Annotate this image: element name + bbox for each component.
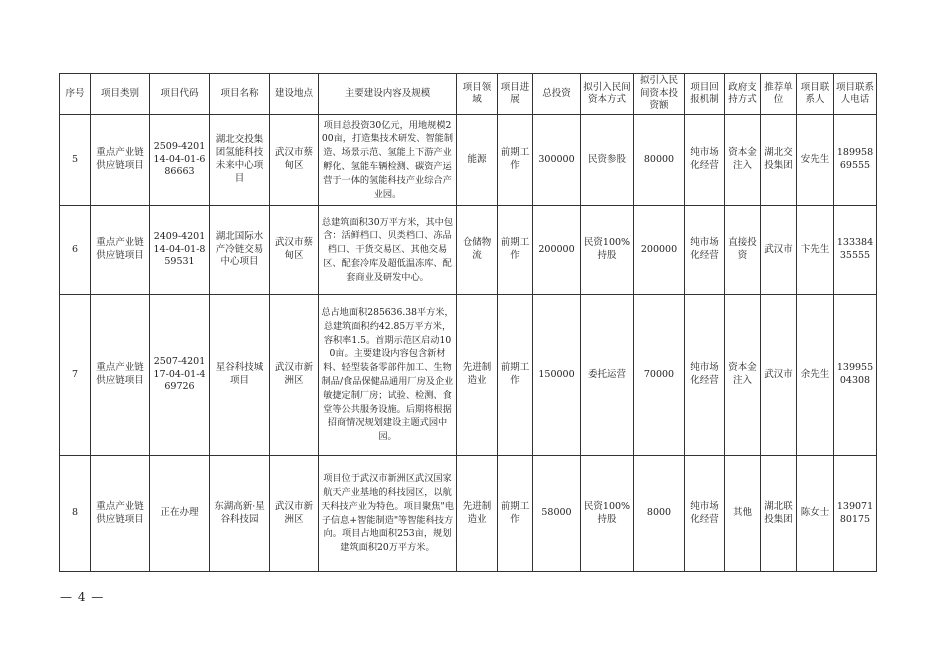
cell-contact: 卞先生 bbox=[797, 206, 834, 295]
header-name: 项目名称 bbox=[210, 74, 270, 115]
cell-no: 8 bbox=[60, 456, 91, 572]
cell-name: 湖北交投集团氢能科技未来中心项目 bbox=[210, 115, 270, 206]
header-return: 项目回报机制 bbox=[685, 74, 725, 115]
table-row bbox=[60, 456, 877, 572]
cell-progress: 前期工作 bbox=[498, 115, 533, 206]
header-location: 建设地点 bbox=[270, 74, 319, 115]
cell-name: 湖北国际水产冷链交易中心项目 bbox=[210, 206, 270, 295]
project-table bbox=[59, 73, 877, 572]
cell-contact: 安先生 bbox=[797, 115, 834, 206]
cell-phone: 13338435555 bbox=[834, 206, 877, 295]
header-total: 总投资 bbox=[533, 74, 581, 115]
header-category: 项目类别 bbox=[91, 74, 150, 115]
cell-recommender: 武汉市 bbox=[761, 206, 797, 295]
cell-code: 2507-420117-04-01-469726 bbox=[150, 295, 210, 456]
cell-category: 重点产业链供应链项目 bbox=[91, 206, 150, 295]
cell-progress: 前期工作 bbox=[498, 456, 533, 572]
table-row bbox=[60, 295, 877, 456]
cell-location: 武汉市新洲区 bbox=[270, 295, 319, 456]
header-private-amount: 拟引入民间资本投资额 bbox=[634, 74, 685, 115]
table-row bbox=[60, 206, 877, 295]
header-code: 项目代码 bbox=[150, 74, 210, 115]
cell-scale: 项目总投资30亿元，用地规模200亩，打造集技术研发、智能制造、场景示范、氢能上下游产业孵化、氢能车辆检测、碳资产运营于一体的氢能科技产业综合产业园。 bbox=[319, 115, 457, 206]
cell-private-amount: 8000 bbox=[634, 456, 685, 572]
cell-category: 重点产业链供应链项目 bbox=[91, 115, 150, 206]
cell-total: 58000 bbox=[533, 456, 581, 572]
header-scale: 主要建设内容及规模 bbox=[319, 74, 457, 115]
cell-scale: 总占地面积285636.38平方米，总建筑面积约42.85万平方米，容积率1.5。首期示范区启动100亩。主要建设内容包含新材料、轻型装备零部件加工、生物制品/食品保健品通用厂房及企业敏捷定制厂房；试验、检测、食堂等公共服务设施。后期将根据招商情况规划建设主题式园中园。 bbox=[319, 295, 457, 456]
header-recommender: 推荐单位 bbox=[761, 74, 797, 115]
header-gov-support: 政府支持方式 bbox=[725, 74, 761, 115]
cell-code: 2509-420114-04-01-686663 bbox=[150, 115, 210, 206]
cell-progress: 前期工作 bbox=[498, 206, 533, 295]
cell-recommender: 武汉市 bbox=[761, 295, 797, 456]
cell-field: 能源 bbox=[457, 115, 498, 206]
cell-field: 先进制造业 bbox=[457, 456, 498, 572]
cell-no: 5 bbox=[60, 115, 91, 206]
cell-return: 纯市场化经营 bbox=[685, 206, 725, 295]
header-phone: 项目联系人电话 bbox=[834, 74, 877, 115]
cell-code: 正在办理 bbox=[150, 456, 210, 572]
cell-category: 重点产业链供应链项目 bbox=[91, 456, 150, 572]
header-contact: 项目联系人 bbox=[797, 74, 834, 115]
cell-phone: 18995869555 bbox=[834, 115, 877, 206]
cell-private-mode: 民资参股 bbox=[581, 115, 634, 206]
cell-gov-support: 资本金注入 bbox=[725, 115, 761, 206]
cell-private-amount: 200000 bbox=[634, 206, 685, 295]
header-no: 序号 bbox=[60, 74, 91, 115]
cell-private-mode: 民资100%持股 bbox=[581, 456, 634, 572]
cell-location: 武汉市蔡甸区 bbox=[270, 115, 319, 206]
cell-location: 武汉市新洲区 bbox=[270, 456, 319, 572]
cell-private-mode: 委托运营 bbox=[581, 295, 634, 456]
cell-total: 300000 bbox=[533, 115, 581, 206]
header-progress: 项目进展 bbox=[498, 74, 533, 115]
cell-progress: 前期工作 bbox=[498, 295, 533, 456]
cell-gov-support: 其他 bbox=[725, 456, 761, 572]
cell-phone: 13907180175 bbox=[834, 456, 877, 572]
table-row bbox=[60, 115, 877, 206]
cell-code: 2409-420114-04-01-859531 bbox=[150, 206, 210, 295]
cell-location: 武汉市蔡甸区 bbox=[270, 206, 319, 295]
cell-contact: 陈女士 bbox=[797, 456, 834, 572]
cell-total: 200000 bbox=[533, 206, 581, 295]
cell-contact: 余先生 bbox=[797, 295, 834, 456]
cell-private-mode: 民资100%持股 bbox=[581, 206, 634, 295]
cell-gov-support: 资本金注入 bbox=[725, 295, 761, 456]
cell-phone: 13995504308 bbox=[834, 295, 877, 456]
cell-gov-support: 直接投资 bbox=[725, 206, 761, 295]
cell-name: 东湖高新·星谷科技园 bbox=[210, 456, 270, 572]
cell-name: 星谷科技城项目 bbox=[210, 295, 270, 456]
page-number: — 4 — bbox=[60, 590, 105, 604]
cell-field: 先进制造业 bbox=[457, 295, 498, 456]
cell-return: 纯市场化经营 bbox=[685, 456, 725, 572]
cell-category: 重点产业链供应链项目 bbox=[91, 295, 150, 456]
header-field: 项目领域 bbox=[457, 74, 498, 115]
cell-return: 纯市场化经营 bbox=[685, 115, 725, 206]
cell-recommender: 湖北联投集团 bbox=[761, 456, 797, 572]
cell-total: 150000 bbox=[533, 295, 581, 456]
cell-scale: 总建筑面积30万平方米，其中包含：活鲜档口、贝类档口、冻品档口、干货交易区、其他交易区、配套冷库及超低温冻库、配套商业及研发中心。 bbox=[319, 206, 457, 295]
cell-private-amount: 80000 bbox=[634, 115, 685, 206]
cell-return: 纯市场化经营 bbox=[685, 295, 725, 456]
cell-no: 7 bbox=[60, 295, 91, 456]
cell-recommender: 湖北交投集团 bbox=[761, 115, 797, 206]
cell-field: 仓储物流 bbox=[457, 206, 498, 295]
cell-private-amount: 70000 bbox=[634, 295, 685, 456]
cell-no: 6 bbox=[60, 206, 91, 295]
header-private-mode: 拟引入民间资本方式 bbox=[581, 74, 634, 115]
header-row bbox=[60, 74, 877, 115]
cell-scale: 项目位于武汉市新洲区武汉国家航天产业基地的科技园区，以航天科技产业为特色。项目聚焦"电子信息+智能制造"等智能科技方向。项目占地面积253亩，规划建筑面积20万平方米。 bbox=[319, 456, 457, 572]
